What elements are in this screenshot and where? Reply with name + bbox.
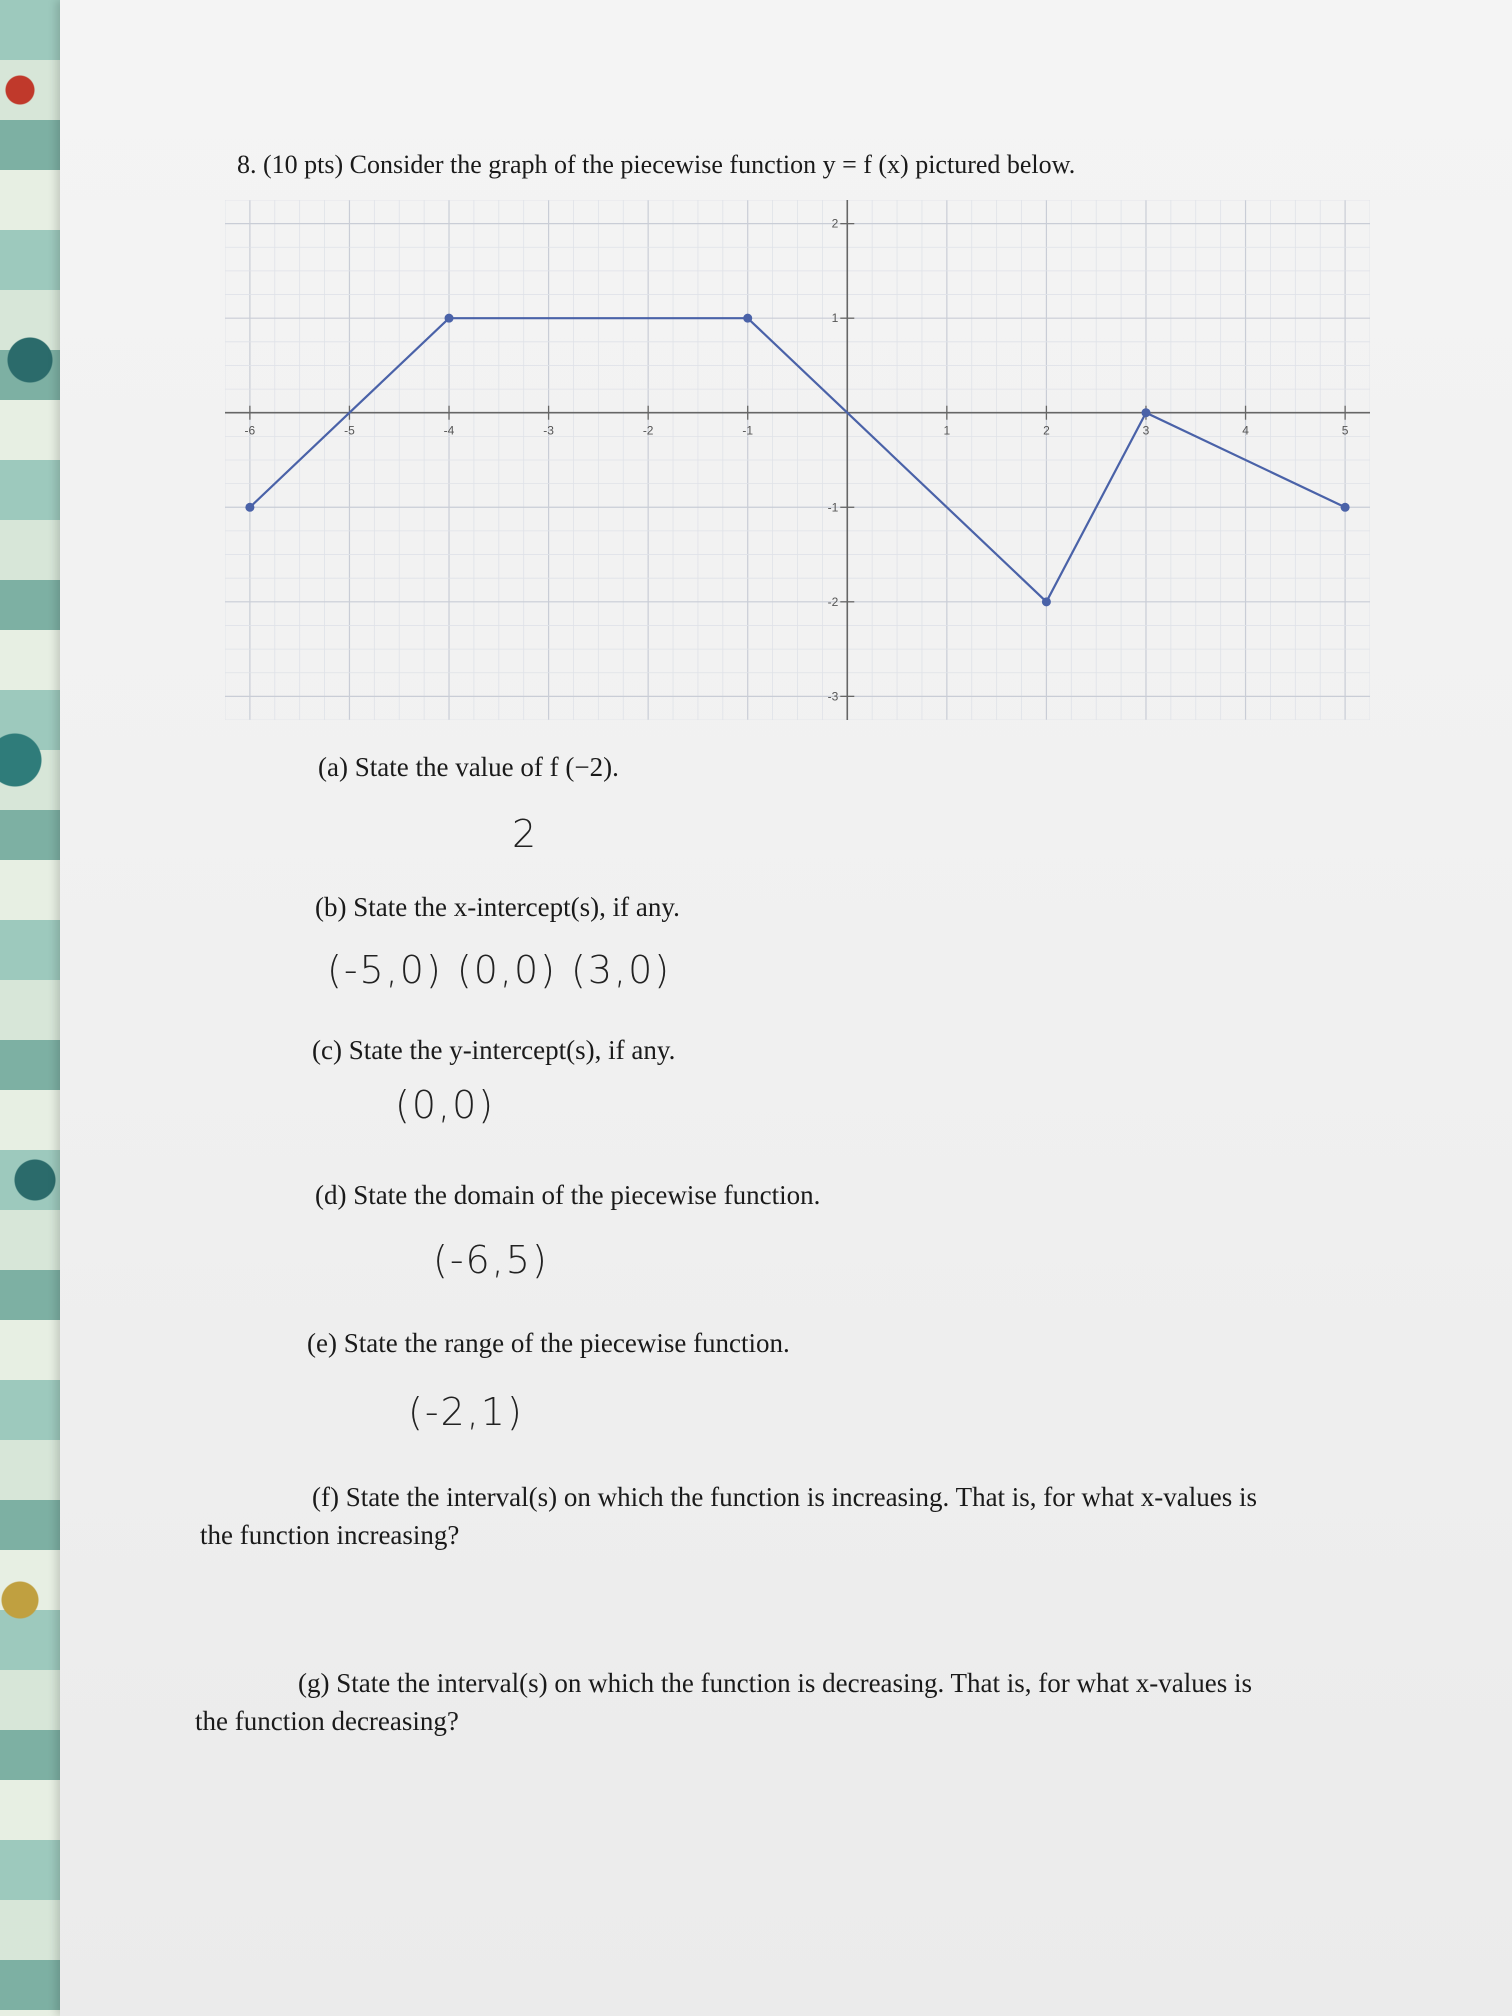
part-b-prompt: (b) State the x-intercept(s), if any. (315, 892, 680, 922)
graph-point (245, 503, 254, 512)
part-f-prompt (200, 1478, 1450, 1554)
part-d-answer: (-6,5) (433, 1238, 549, 1282)
graph-point (1341, 503, 1350, 512)
x-tick-label: -1 (742, 423, 754, 438)
graph-point (445, 314, 454, 323)
x-tick-label: -2 (642, 423, 654, 438)
x-tick-label: 4 (1242, 423, 1249, 438)
part-a-answer: 2 (512, 812, 539, 856)
part-g-line1: (g) State the interval(s) on which the function is decreasing. That is, for what x-values is (298, 1668, 1252, 1698)
part-c-answer: (0,0) (395, 1083, 496, 1127)
graph-svg (225, 200, 1370, 720)
x-tick-label: -5 (344, 423, 355, 438)
x-tick-label: -4 (443, 423, 455, 438)
part-g-prompt (195, 1664, 1445, 1740)
x-tick-label: 3 (1142, 423, 1150, 438)
x-tick-label: 1 (943, 423, 951, 438)
part-c-prompt: (c) State the y-intercept(s), if any. (312, 1035, 676, 1065)
graph-point (743, 314, 752, 323)
question-title: 8. (10 pts) Consider the graph of the piecewise function y = f (x) pictured below. (237, 150, 1076, 179)
part-b-answer: (-5,0) (0,0) (3,0) (327, 948, 672, 992)
x-tick-label: -3 (543, 423, 554, 438)
y-tick-label: 2 (831, 216, 839, 231)
graph-point (1141, 408, 1150, 417)
x-tick-label: -6 (244, 423, 256, 438)
x-tick-label: 2 (1043, 423, 1050, 438)
y-tick-label: -2 (827, 594, 839, 609)
y-tick-label: -3 (827, 689, 839, 704)
part-e-answer: (-2,1) (408, 1390, 524, 1434)
part-f-line2: the function increasing? (200, 1520, 460, 1550)
part-e-prompt: (e) State the range of the piecewise function. (307, 1328, 790, 1358)
x-tick-label: 5 (1341, 423, 1349, 438)
part-d-prompt: (d) State the domain of the piecewise function. (315, 1180, 821, 1210)
function-graph (225, 200, 1370, 720)
part-g-line2: the function decreasing? (195, 1706, 459, 1736)
part-a-prompt: (a) State the value of f (−2). (318, 752, 619, 782)
y-tick-label: -1 (827, 500, 839, 515)
part-f-line1: (f) State the interval(s) on which the function is increasing. That is, for what x-values is (312, 1482, 1257, 1512)
y-tick-label: 1 (831, 311, 839, 326)
graph-point (1042, 597, 1051, 606)
